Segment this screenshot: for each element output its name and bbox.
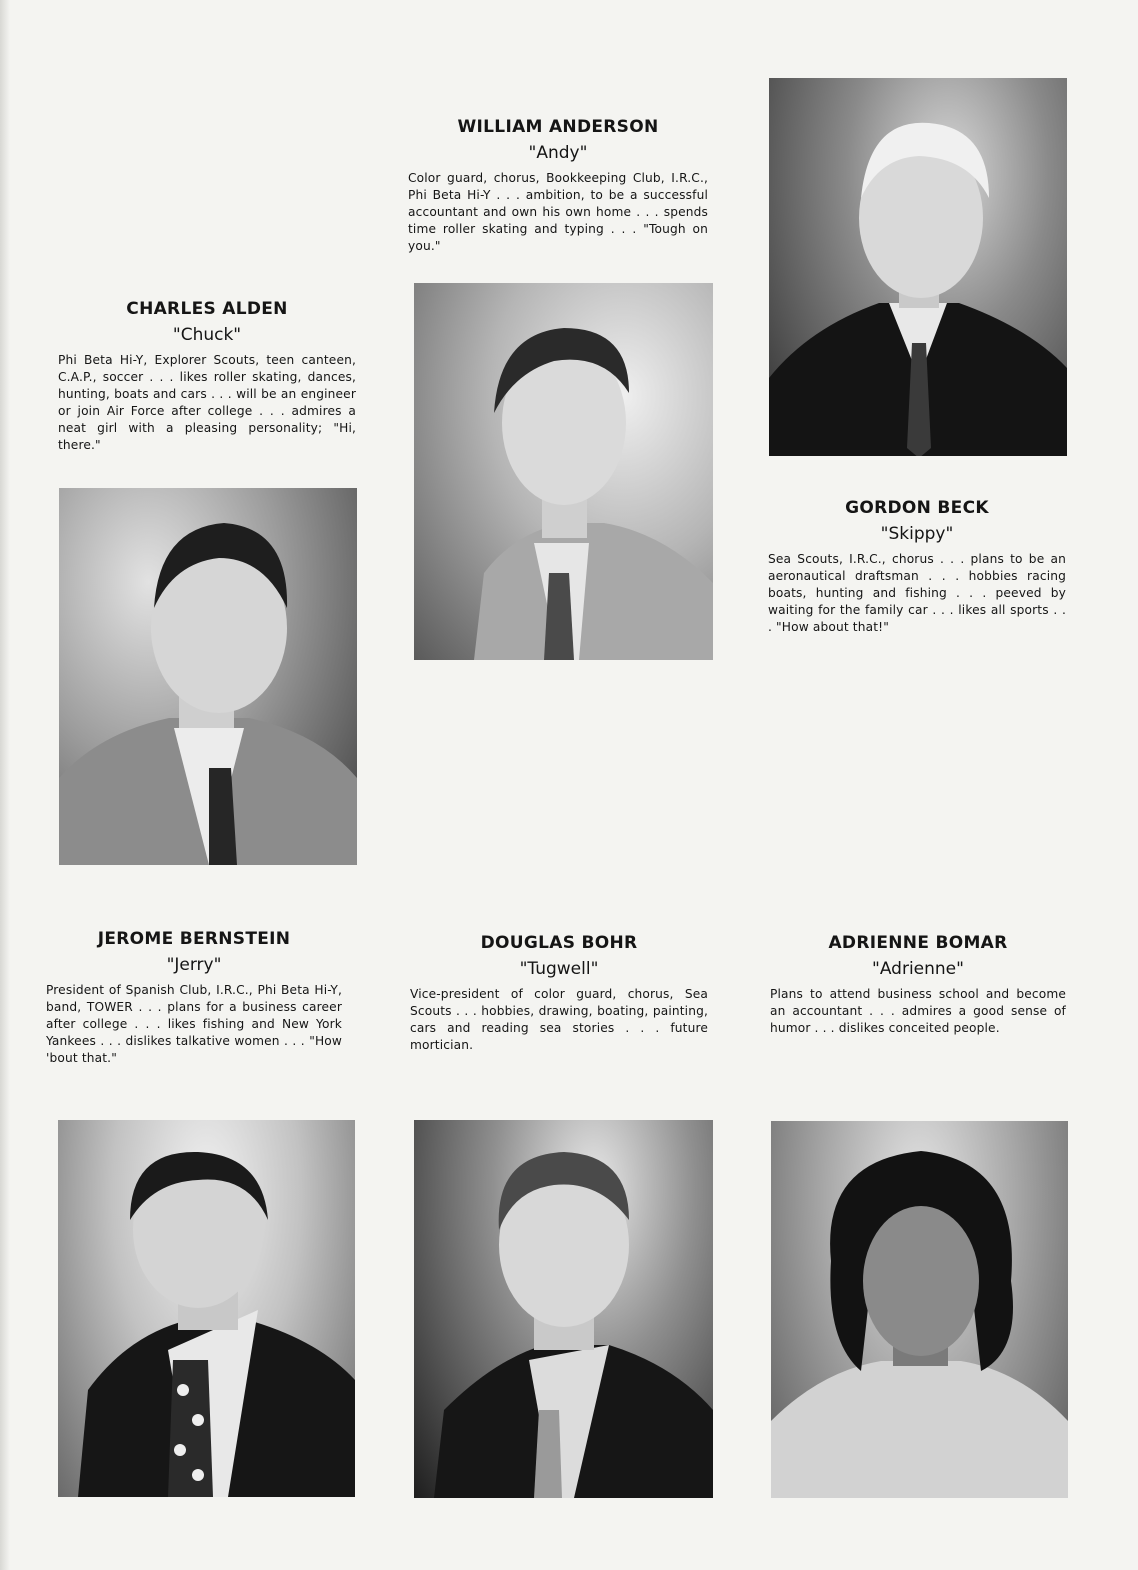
student-name: JEROME BERNSTEIN — [97, 929, 291, 949]
student-nickname: "Tugwell" — [519, 959, 599, 979]
student-nickname: "Jerry" — [166, 955, 222, 975]
portrait-photo-william-anderson — [414, 283, 713, 660]
portrait-silhouette — [59, 488, 357, 865]
student-blurb: Phi Beta Hi-Y, Explorer Scouts, teen canteen, C.A.P., soccer . . . likes roller skating, dances, hunting, boats and cars . . . will be an engineer or join Air Force after college . . . admires a neat girl with a pleasing personality; "Hi, there." — [58, 353, 356, 452]
portrait-silhouette — [58, 1120, 355, 1497]
student-blurb: Sea Scouts, I.R.C., chorus . . . plans to be an aeronautical draftsman . . . hobbies racing boats, hunting and fishing . . . peeved by waiting for the family car . . . likes all sports . . . "How about that!" — [768, 552, 1066, 634]
entry-charles-alden — [58, 298, 356, 454]
portrait-silhouette — [771, 1121, 1068, 1498]
page-binding-edge — [0, 0, 10, 1570]
student-name: GORDON BECK — [845, 498, 989, 518]
student-nickname: "Adrienne" — [872, 959, 964, 979]
entry-william-anderson — [408, 116, 708, 255]
student-blurb: Plans to attend business school and become an accountant . . . admires a good sense of humor . . . dislikes conceited people. — [770, 987, 1066, 1035]
portrait-photo-charles-alden — [59, 488, 357, 865]
entry-gordon-beck — [768, 497, 1066, 636]
student-blurb: Color guard, chorus, Bookkeeping Club, I.R.C., Phi Beta Hi-Y . . . ambition, to be a successful accountant and own his own home . . . spends time roller skating and typing . . . "Tough on you." — [408, 171, 708, 253]
portrait-silhouette — [414, 1120, 713, 1498]
student-blurb: President of Spanish Club, I.R.C., Phi Beta Hi-Y, band, TOWER . . . plans for a business career after college . . . likes fishing and New York Yankees . . . dislikes talkative women . . . "How 'bout that." — [46, 983, 342, 1065]
student-name: DOUGLAS BOHR — [480, 933, 638, 953]
portrait-silhouette — [414, 283, 713, 660]
portrait-photo-douglas-bohr — [414, 1120, 713, 1498]
student-name: CHARLES ALDEN — [126, 299, 288, 319]
entry-adrienne-bomar — [770, 932, 1066, 1037]
student-nickname: "Skippy" — [880, 524, 954, 544]
portrait-photo-jerome-bernstein — [58, 1120, 355, 1497]
student-name: WILLIAM ANDERSON — [457, 117, 659, 137]
portrait-photo-gordon-beck — [769, 78, 1067, 456]
student-nickname: "Chuck" — [172, 325, 242, 345]
entry-jerome-bernstein — [46, 928, 342, 1067]
entry-douglas-bohr — [410, 932, 708, 1054]
student-nickname: "Andy" — [528, 143, 588, 163]
student-name: ADRIENNE BOMAR — [828, 933, 1008, 953]
student-blurb: Vice-president of color guard, chorus, Sea Scouts . . . hobbies, drawing, boating, painting, cars and reading sea stories . . . future mortician. — [410, 987, 708, 1052]
portrait-photo-adrienne-bomar — [771, 1121, 1068, 1498]
portrait-silhouette — [769, 78, 1067, 456]
